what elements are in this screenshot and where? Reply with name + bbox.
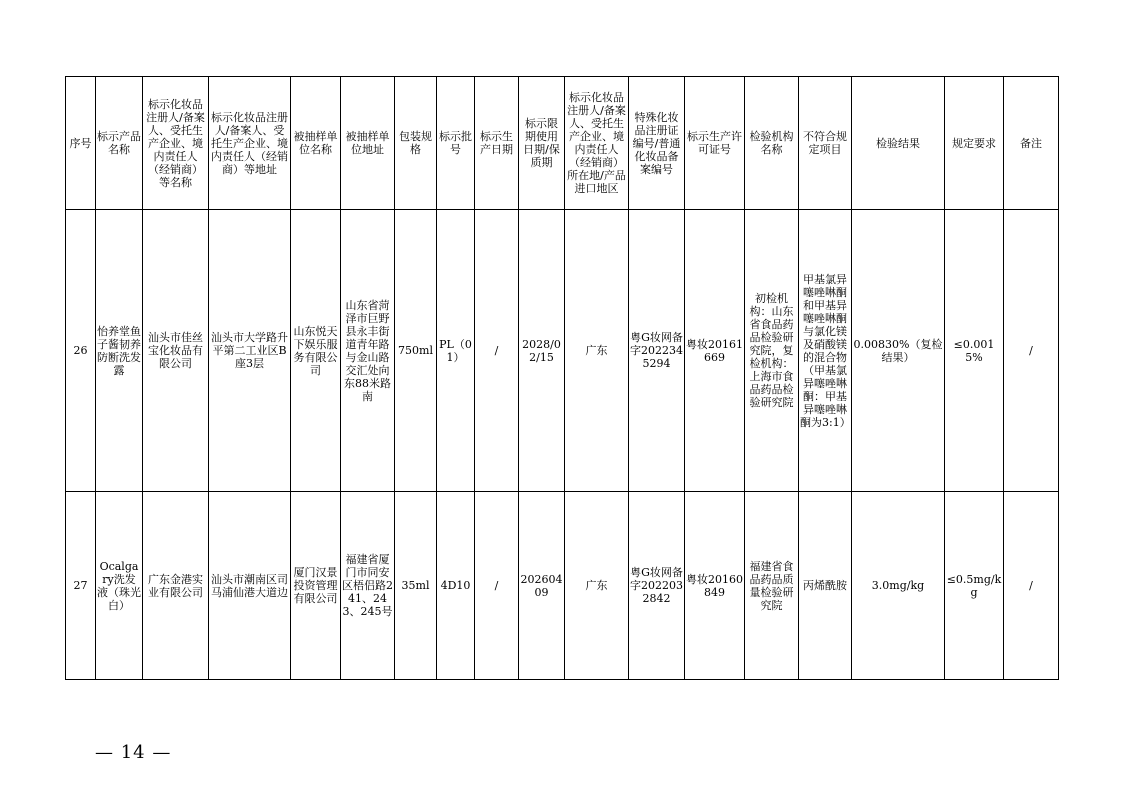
table-cell: 2028/02/15 [519,210,565,492]
table-cell: 750ml [395,210,437,492]
table-cell: 27 [66,492,96,680]
table-cell: 福建省厦门市同安区梧侣路241、243、245号 [341,492,395,680]
page-number: — 14 — [95,742,172,763]
table-cell: 丙烯酰胺 [799,492,852,680]
table-cell: 厦门汉景投资管理有限公司 [291,492,341,680]
table-cell: 0.00830%（复检结果） [852,210,945,492]
header-cell: 标示产品名称 [96,77,143,210]
header-cell: 标示批号 [437,77,475,210]
table-cell: 福建省食品药品质量检验研究院 [745,492,799,680]
header-cell: 标示化妆品注册人/备案人、受托生产企业、境内责任人（经销商）所在地/产品进口地区 [565,77,629,210]
header-cell: 被抽样单位地址 [341,77,395,210]
table-cell: 20260409 [519,492,565,680]
header-cell: 标示化妆品注册人/备案人、受托生产企业、境内责任人（经销商）等地址 [209,77,291,210]
table-header-row [66,77,1059,210]
inspection-results-table [65,76,1059,680]
header-cell: 标示生产日期 [475,77,519,210]
table-cell: Ocalgary洗发液（珠光白） [96,492,143,680]
table-cell: 山东省菏泽市巨野县永丰街道青年路与金山路交汇处向东88米路南 [341,210,395,492]
table-cell: 广东 [565,492,629,680]
table-cell: ≤0.0015% [945,210,1004,492]
header-cell: 包装规格 [395,77,437,210]
table-row [66,492,1059,680]
table-cell: PL（01） [437,210,475,492]
table-cell: / [475,210,519,492]
table-cell: 汕头市佳丝宝化妆品有限公司 [143,210,209,492]
header-cell: 规定要求 [945,77,1004,210]
table-cell: 26 [66,210,96,492]
table-cell: / [1004,492,1059,680]
header-cell: 标示生产许可证号 [685,77,745,210]
table-cell: / [1004,210,1059,492]
table-cell: 汕头市大学路升平第二工业区B座3层 [209,210,291,492]
table-cell: ≤0.5mg/kg [945,492,1004,680]
header-cell: 备注 [1004,77,1059,210]
header-cell: 检验机构名称 [745,77,799,210]
table-cell: 35ml [395,492,437,680]
table-row [66,210,1059,492]
table-cell: 怡养堂鱼子酱韧养防断洗发露 [96,210,143,492]
table-cell: 4D10 [437,492,475,680]
header-cell: 标示限期使用日期/保质期 [519,77,565,210]
header-cell: 序号 [66,77,96,210]
header-cell: 被抽样单位名称 [291,77,341,210]
header-cell: 不符合规定项目 [799,77,852,210]
header-cell: 检验结果 [852,77,945,210]
table-cell: 粤妆20161669 [685,210,745,492]
table-cell: 3.0mg/kg [852,492,945,680]
table-cell: 粤G妆网备字2022032842 [629,492,685,680]
table-cell: 汕头市潮南区司马浦仙港大道边 [209,492,291,680]
table-cell: 甲基氯异噻唑啉酮和甲基异噻唑啉酮与氯化镁及硝酸镁的混合物（甲基氯异噻唑啉酮：甲基异噻唑啉酮为3:1） [799,210,852,492]
header-cell: 标示化妆品注册人/备案人、受托生产企业、境内责任人（经销商）等名称 [143,77,209,210]
table-cell: 粤G妆网备字2022345294 [629,210,685,492]
table-cell: 山东悦天下娱乐服务有限公司 [291,210,341,492]
table-cell: / [475,492,519,680]
table-cell: 初检机构：山东省食品药品检验研究院，复检机构：上海市食品药品检验研究院 [745,210,799,492]
table-cell: 广东 [565,210,629,492]
header-cell: 特殊化妆品注册证编号/普通化妆品备案编号 [629,77,685,210]
table-cell: 广东金港实业有限公司 [143,492,209,680]
table-cell: 粤妆20160849 [685,492,745,680]
